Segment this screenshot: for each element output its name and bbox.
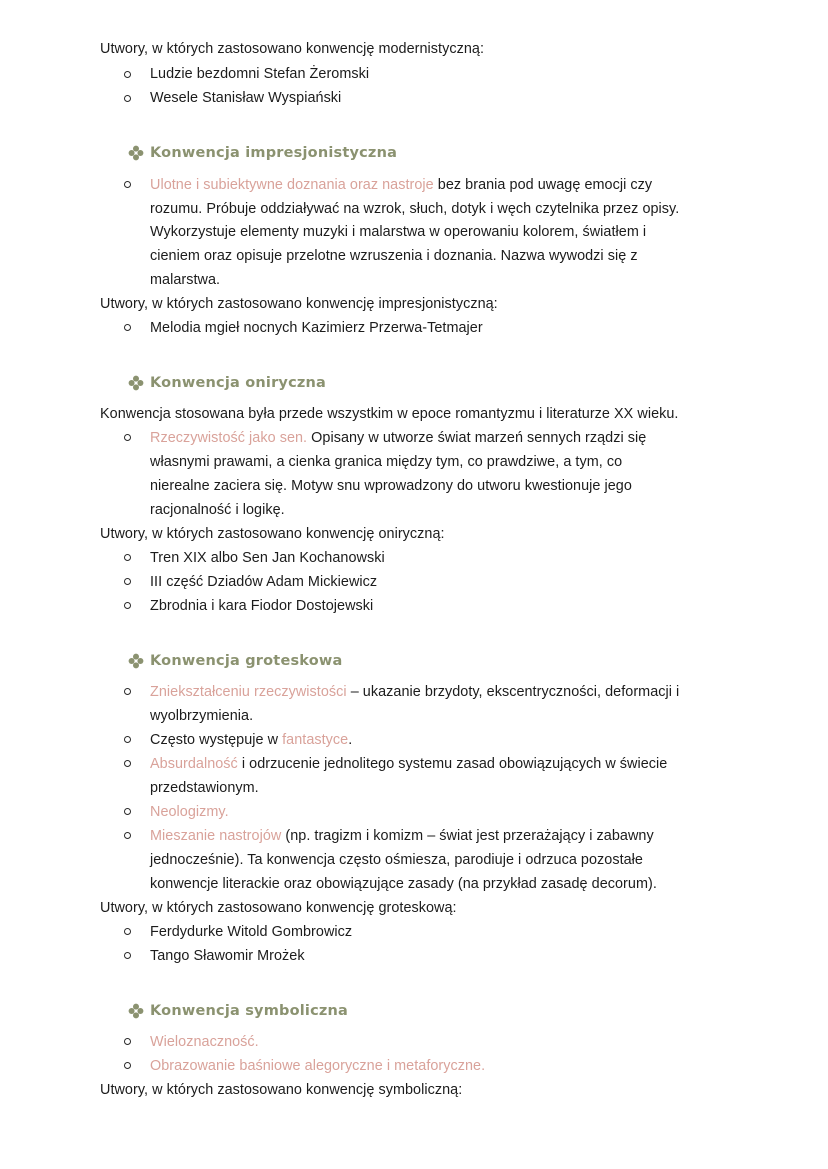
bullet-text bbox=[150, 728, 352, 752]
section-intro-oneiric: Konwencja stosowana była przede wszystkim w epoce romantyzmu i literaturze XX wieku. bbox=[100, 406, 679, 422]
bullet-text-cont: rozumu. Próbuje oddziaływać na wzrok, słuch, dotyk i węch czytelnika przez opisy. bbox=[150, 201, 680, 217]
list-bullet bbox=[124, 434, 131, 441]
highlight-text: Neologizmy. bbox=[150, 804, 229, 820]
list-bullet bbox=[124, 688, 131, 695]
bullet-text bbox=[150, 752, 667, 776]
bullet-text-cont: wyolbrzymienia. bbox=[150, 708, 254, 724]
bullet-text-cont: konwencje literackie oraz obowiązujące zasady (na przykład zasadę decorum). bbox=[150, 876, 657, 892]
list-bullet bbox=[124, 1062, 131, 1069]
works-intro-grotesque: Utwory, w których zastosowano konwencję groteskową: bbox=[100, 900, 457, 916]
works-intro-symbolic: Utwory, w których zastosowano konwencję symboliczną: bbox=[100, 1082, 463, 1098]
work-item: Wesele Stanisław Wyspiański bbox=[150, 90, 342, 106]
list-bullet bbox=[124, 554, 131, 561]
bullet-text-rest: (np. tragizm i komizm – świat jest przerażający i zabawny bbox=[281, 828, 654, 844]
highlight-text: Absurdalność bbox=[150, 756, 238, 772]
list-bullet bbox=[124, 952, 131, 959]
bullet-text-cont: własnymi prawami, a cienka granica między tym, co prawdziwe, a tym, co bbox=[150, 454, 623, 470]
section-heading-symbolic bbox=[128, 999, 348, 1023]
works-intro-oneiric: Utwory, w których zastosowano konwencję oniryczną: bbox=[100, 526, 445, 542]
bullet-text-rest: i odrzucenie jednolitego systemu zasad obowiązujących w świecie bbox=[237, 756, 668, 772]
heading-text: Konwencja groteskowa bbox=[150, 653, 343, 669]
list-bullet bbox=[124, 928, 131, 935]
list-bullet bbox=[124, 578, 131, 585]
work-item: III część Dziadów Adam Mickiewicz bbox=[150, 574, 378, 590]
section-heading-oneiric bbox=[128, 371, 326, 395]
list-bullet bbox=[124, 181, 131, 188]
section-heading-grotesque bbox=[128, 649, 343, 673]
list-bullet bbox=[124, 760, 131, 767]
bullet-text-cont: Wykorzystuje elementy muzyki i malarstwa w operowaniu kolorem, światłem i bbox=[150, 224, 647, 240]
four-leaf-clover-icon bbox=[128, 653, 144, 669]
list-bullet bbox=[124, 736, 131, 743]
list-bullet bbox=[124, 602, 131, 609]
list-bullet bbox=[124, 95, 131, 102]
list-bullet bbox=[124, 1038, 131, 1045]
heading-text: Konwencja oniryczna bbox=[150, 375, 327, 391]
bullet-text-post: . bbox=[348, 732, 353, 748]
highlight-text: Ulotne i subiektywne doznania oraz nastroje bbox=[150, 177, 434, 193]
heading-text: Konwencja impresjonistyczna bbox=[150, 145, 398, 161]
work-item: Tren XIX albo Sen Jan Kochanowski bbox=[150, 550, 385, 566]
work-item: Zbrodnia i kara Fiodor Dostojewski bbox=[150, 598, 374, 614]
list-bullet bbox=[124, 71, 131, 78]
bullet-text-rest: bez brania pod uwagę emocji czy bbox=[433, 177, 653, 193]
works-intro-modernist: Utwory, w których zastosowano konwencję modernistyczną: bbox=[100, 41, 484, 57]
highlight-text: Obrazowanie baśniowe alegoryczne i metaforyczne. bbox=[150, 1058, 486, 1074]
highlight-text: fantastyce bbox=[282, 732, 349, 748]
works-intro-impressionist: Utwory, w których zastosowano konwencję impresjonistyczną: bbox=[100, 296, 498, 312]
bullet-text-cont: cieniem oraz opisuje przelotne wzruszenia i doznania. Nazwa wywodzi się z bbox=[150, 248, 638, 264]
work-item: Ferdydurke Witold Gombrowicz bbox=[150, 924, 353, 940]
list-bullet bbox=[124, 324, 131, 331]
four-leaf-clover-icon bbox=[128, 145, 144, 161]
bullet-text bbox=[150, 173, 652, 197]
bullet-text bbox=[150, 824, 654, 848]
highlight-text: Zniekształceniu rzeczywistości bbox=[150, 684, 347, 700]
heading-text: Konwencja symboliczna bbox=[150, 1003, 349, 1019]
bullet-text bbox=[150, 680, 679, 704]
section-heading-impressionist bbox=[128, 141, 397, 165]
list-bullet bbox=[124, 832, 131, 839]
four-leaf-clover-icon bbox=[128, 1003, 144, 1019]
bullet-text-rest: – ukazanie brzydoty, ekscentryczności, deformacji i bbox=[346, 684, 680, 700]
work-item: Ludzie bezdomni Stefan Żeromski bbox=[150, 66, 370, 82]
four-leaf-clover-icon bbox=[128, 375, 144, 391]
bullet-text-pre: Często występuje w bbox=[150, 732, 283, 748]
work-item: Melodia mgieł nocnych Kazimierz Przerwa-Tetmajer bbox=[150, 320, 483, 336]
bullet-text-rest: Opisany w utworze świat marzeń sennych rządzi się bbox=[307, 430, 647, 446]
bullet-text-cont: przedstawionym. bbox=[150, 780, 259, 796]
bullet-text bbox=[150, 426, 646, 450]
bullet-text-cont: malarstwa. bbox=[150, 272, 221, 288]
highlight-text: Wieloznaczność. bbox=[150, 1034, 259, 1050]
work-item: Tango Sławomir Mrożek bbox=[150, 948, 305, 964]
list-bullet bbox=[124, 808, 131, 815]
highlight-text: Mieszanie nastrojów bbox=[150, 828, 282, 844]
highlight-text: Rzeczywistość jako sen. bbox=[150, 430, 308, 446]
bullet-text-cont: jednocześnie). Ta konwencja często ośmiesza, parodiuje i odrzuca pozostałe bbox=[150, 852, 643, 868]
bullet-text-cont: nierealne zaciera się. Motyw snu wprowadzony do utworu kwestionuje jego bbox=[150, 478, 632, 494]
bullet-text-cont: racjonalność i logikę. bbox=[150, 502, 285, 518]
